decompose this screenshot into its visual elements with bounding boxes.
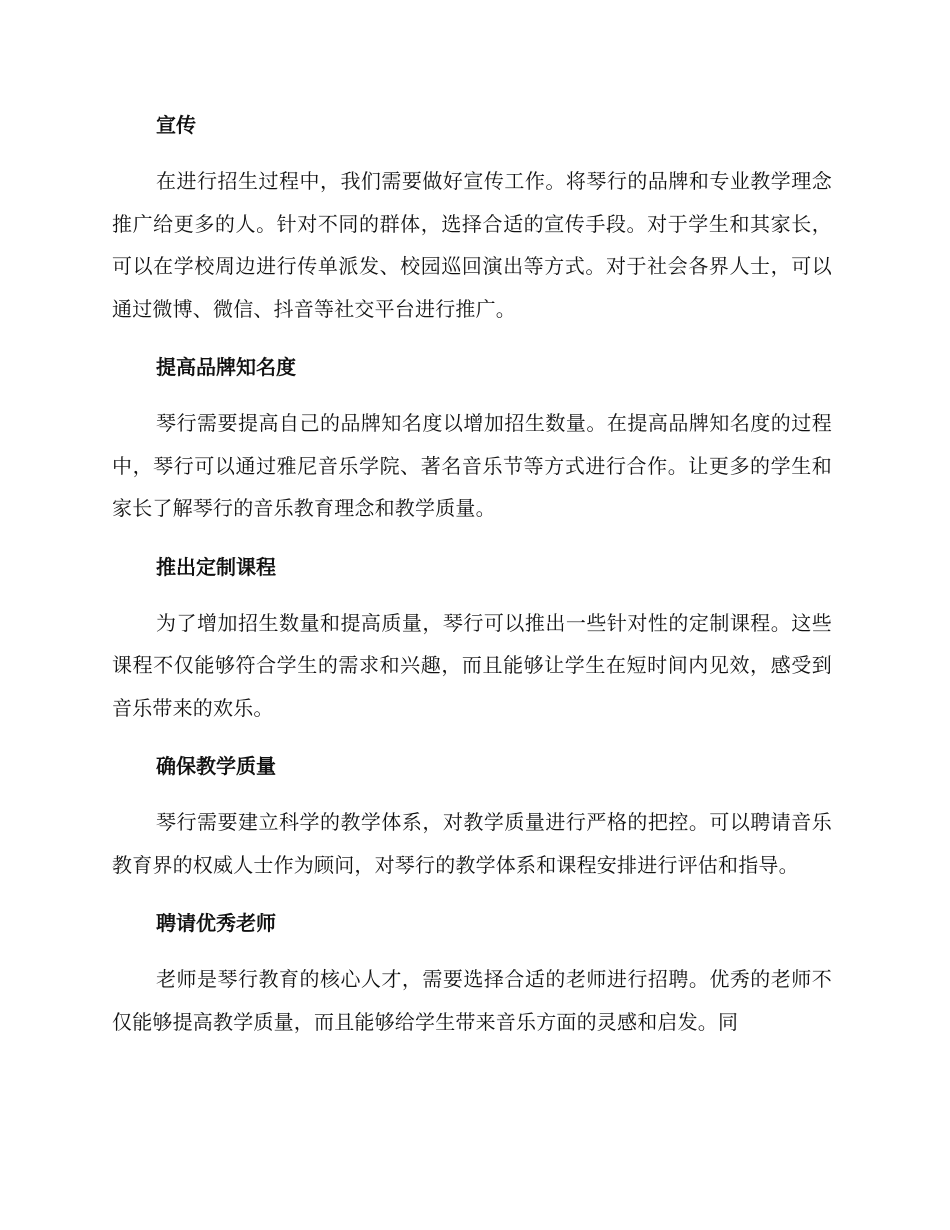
section-heading-publicity: 宣传 [156, 113, 196, 137]
section-heading-teaching-quality: 确保教学质量 [156, 754, 276, 778]
section-body-brand-awareness: 琴行需要提高自己的品牌知名度以增加招生数量。在提高品牌知名度的过程中，琴行可以通过雅尼音乐学院、著名音乐节等方式进行合作。让更多的学生和家长了解琴行的音乐教育理念和教学质量。 [112, 411, 832, 520]
section-body-hire-teachers: 老师是琴行教育的核心人才，需要选择合适的老师进行招聘。优秀的老师不仅能够提高教学质量，而且能够给学生带来音乐方面的灵感和启发。同 [112, 967, 832, 1034]
section-body-publicity: 在进行招生过程中，我们需要做好宣传工作。将琴行的品牌和专业教学理念推广给更多的人。针对不同的群体，选择合适的宣传手段。对于学生和其家长，可以在学校周边进行传单派发、校园巡回演出等方式。对于社会各界人士，可以通过微博、微信、抖音等社交平台进行推广。 [112, 169, 832, 321]
section-body-teaching-quality: 琴行需要建立科学的教学体系，对教学质量进行严格的把控。可以聘请音乐教育界的权威人士作为顾问，对琴行的教学体系和课程安排进行评估和指导。 [112, 810, 832, 877]
section-body-custom-courses: 为了增加招生数量和提高质量，琴行可以推出一些针对性的定制课程。这些课程不仅能够符合学生的需求和兴趣，而且能够让学生在短时间内见效，感受到音乐带来的欢乐。 [112, 610, 832, 720]
section-heading-custom-courses: 推出定制课程 [156, 554, 276, 579]
document-content [112, 108, 832, 1063]
section-heading-hire-teachers: 聘请优秀老师 [156, 911, 276, 935]
section-heading-brand-awareness: 提高品牌知名度 [156, 355, 296, 379]
